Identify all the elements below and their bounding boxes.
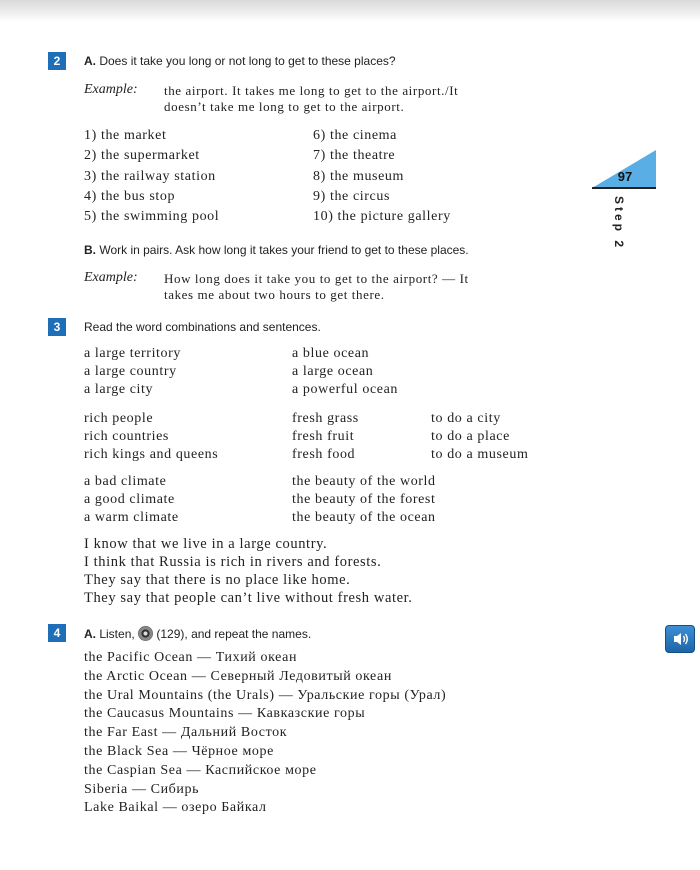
list-item: the beauty of the world — [292, 474, 436, 489]
list-item: 6) the cinema — [313, 128, 397, 143]
exercise-3-number: 3 — [48, 318, 66, 336]
list-item: 7) the theatre — [313, 148, 396, 164]
places-list-left — [84, 126, 219, 227]
list-item: to do a museum — [431, 447, 529, 462]
list-item: 10) the picture gallery — [313, 209, 451, 225]
task-a-letter: A. — [84, 54, 96, 68]
sentence: I know that we live in a large country. — [84, 536, 328, 552]
name-item: the Caucasus Mountains — Кавказские горы — [84, 706, 366, 722]
group-3-left — [84, 473, 179, 527]
task-a-text: Does it take you long or not long to get to these places? — [99, 54, 396, 68]
list-item: 8) the museum — [313, 168, 405, 184]
list-item: a large ocean — [292, 364, 374, 379]
list-item: fresh food — [292, 447, 356, 462]
group-1-right — [292, 345, 398, 399]
task-b-text: Work in pairs. Ask how long it takes your friend to get to these places. — [99, 243, 469, 257]
example-b-line-1: How long does it take you to get to the airport? — It — [164, 271, 469, 286]
group-2-right — [431, 410, 528, 464]
task-track: (129), and repeat the names. — [156, 627, 312, 641]
group-2-left — [84, 410, 218, 464]
list-item: to do a city — [431, 411, 501, 426]
list-item: a bad climate — [84, 474, 167, 489]
sentence: I think that Russia is rich in rivers and forests. — [84, 554, 382, 570]
places-list-right — [313, 126, 451, 227]
group-2-mid — [292, 410, 359, 464]
name-item: the Far East — Дальний Восток — [84, 725, 288, 741]
exercise-4-number: 4 — [48, 624, 66, 642]
example-line-1: the airport. It takes me long to get to the airport./It — [164, 83, 459, 98]
name-item: Lake Baikal — озеро Байкал — [84, 800, 267, 816]
sentence: They say that there is no place like home. — [84, 572, 351, 588]
exercise-3-task: Read the word combinations and sentences. — [84, 320, 321, 334]
name-item: the Black Sea — Чёрное море — [84, 743, 274, 759]
example-line-2: doesn’t take me long to get to the airport. — [164, 99, 405, 114]
task-letter: A. — [84, 627, 96, 641]
speaker-icon — [666, 626, 694, 652]
sentences — [84, 535, 413, 607]
audio-disc-icon[interactable] — [138, 626, 153, 641]
example-label: Example: — [84, 82, 138, 97]
list-item: rich countries — [84, 429, 169, 444]
name-item: Siberia — Сибирь — [84, 781, 200, 797]
list-item: rich kings and queens — [84, 447, 219, 462]
list-item: 3) the railway station — [84, 168, 216, 184]
page-number: 97 — [617, 169, 633, 184]
sentence: They say that people can’t live without fresh water. — [84, 590, 413, 606]
step-label: Step 2 — [612, 196, 626, 251]
list-item: the beauty of the forest — [292, 492, 436, 507]
speaker-button[interactable] — [665, 625, 695, 653]
list-item: a large city — [84, 382, 154, 397]
list-item: 9) the circus — [313, 188, 390, 204]
list-item: a large country — [84, 364, 177, 379]
group-3-right — [292, 473, 436, 527]
list-item: fresh fruit — [292, 429, 355, 444]
list-item: the beauty of the ocean — [292, 510, 436, 525]
task-b-letter: B. — [84, 243, 96, 257]
list-item: to do a place — [431, 429, 510, 444]
list-item: 1) the market — [84, 128, 167, 143]
name-item: the Caspian Sea — Каспийское море — [84, 762, 317, 778]
name-item: the Pacific Ocean — Тихий океан — [84, 650, 298, 665]
list-item: a powerful ocean — [292, 382, 398, 397]
list-item: fresh grass — [292, 411, 359, 426]
list-item: 4) the bus stop — [84, 188, 176, 204]
name-item: the Arctic Ocean — Северный Ледовитый океан — [84, 668, 392, 684]
names-list — [84, 649, 446, 818]
exercise-2-number: 2 — [48, 52, 66, 70]
list-item: 5) the swimming pool — [84, 209, 220, 225]
list-item: a blue ocean — [292, 346, 370, 361]
group-1-left — [84, 345, 181, 399]
exercise-2-task-a — [84, 54, 396, 68]
top-shadow — [0, 0, 700, 22]
page-tab-line — [592, 187, 656, 189]
list-item: a large territory — [84, 346, 182, 361]
task-pre: Listen, — [99, 627, 135, 641]
example-b-line-2: takes me about two hours to get there. — [164, 287, 385, 302]
list-item: 2) the supermarket — [84, 148, 200, 164]
exercise-2-task-b — [84, 243, 469, 257]
list-item: a good climate — [84, 492, 175, 507]
name-item: the Ural Mountains (the Urals) — Уральские горы (Урал) — [84, 687, 447, 703]
example-b-label: Example: — [84, 270, 138, 285]
exercise-4-task — [84, 626, 311, 641]
list-item: rich people — [84, 411, 154, 426]
list-item: a warm climate — [84, 510, 179, 525]
